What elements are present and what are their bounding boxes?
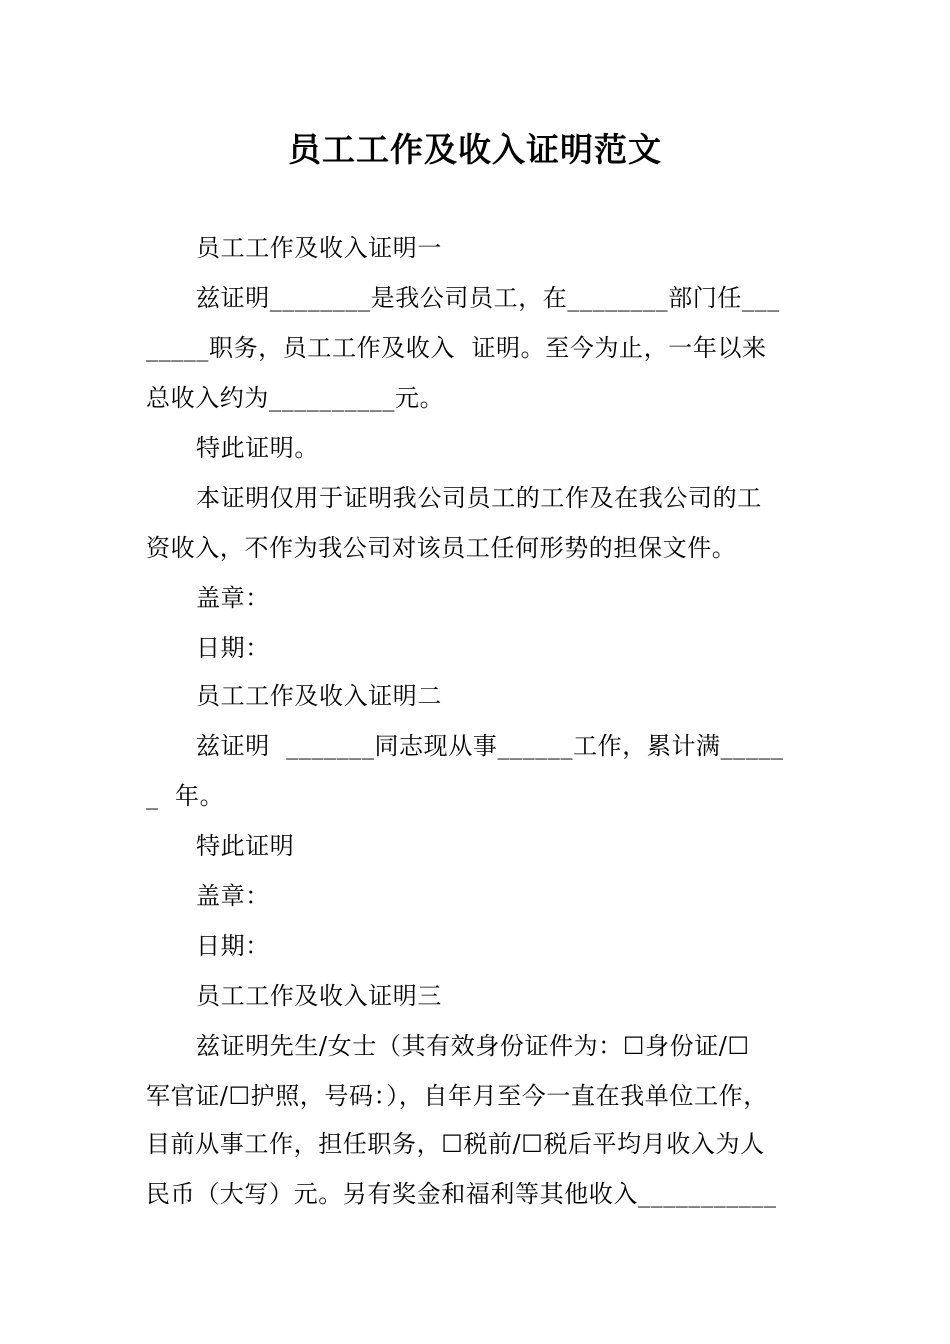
body-line: 兹证明 _______同志现从事______工作，累计满_____	[196, 732, 784, 760]
body-line: 总收入约为__________元。	[146, 384, 445, 412]
body-line: 特此证明。	[196, 434, 319, 462]
body-line: 兹证明________是我公司员工，在________部门任___	[196, 284, 780, 312]
body-line: _ 年。	[146, 782, 225, 810]
seal-label: 盖章：	[196, 882, 270, 910]
body-line: 本证明仅用于证明我公司员工的工作及在我公司的工	[196, 484, 762, 512]
body-line: 目前从事工作，担任职务，☐税前/☐税后平均月收入为人	[146, 1130, 765, 1158]
body-line: 特此证明	[196, 832, 295, 860]
section-heading-3: 员工工作及收入证明三	[196, 982, 442, 1010]
section-heading-1: 员工工作及收入证明一	[196, 234, 442, 262]
body-line: _____职务，员工工作及收入 证明。至今为止，一年以来	[146, 334, 767, 362]
body-line: 资收入，不作为我公司对该员工任何形势的担保文件。	[146, 534, 737, 562]
body-line: 民币（大写）元。另有奖金和福利等其他收入___________	[146, 1180, 777, 1208]
document-title: 员工工作及收入证明范文	[288, 130, 662, 169]
seal-label: 盖章：	[196, 584, 270, 612]
date-label: 日期：	[196, 932, 270, 960]
section-heading-2: 员工工作及收入证明二	[196, 682, 442, 710]
body-line: 兹证明先生/女士（其有效身份证件为：☐身份证/☐	[196, 1032, 750, 1060]
date-label: 日期：	[196, 634, 270, 662]
body-line: 军官证/☐护照，号码：），自年月至今一直在我单位工作，	[146, 1082, 768, 1110]
